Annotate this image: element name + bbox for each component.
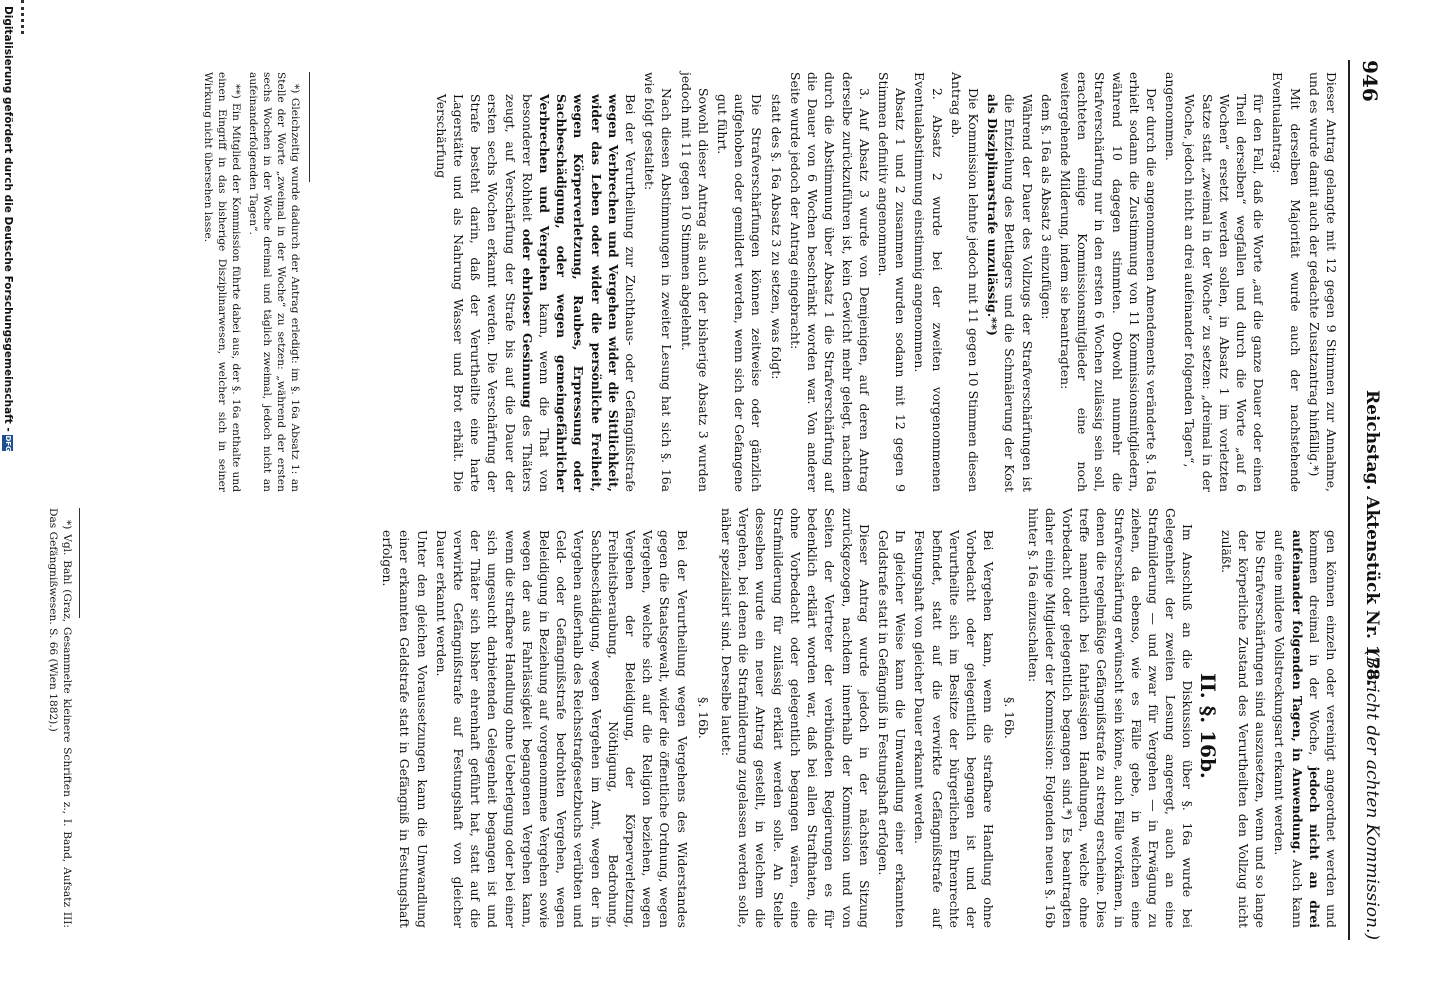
paragraph: 2. Absatz 2 wurde bei der zweiten vorgenommenen Eventualabstimmung einstimmig angenommen. bbox=[912, 72, 945, 492]
page-header bbox=[1348, 60, 1388, 940]
paragraph: Dieser Antrag gelangte mit 12 gegen 9 Stimmen zur Annahme, und es wurde damit auch der gedachte Zusatzantrag hinfällig.*) bbox=[1306, 72, 1339, 492]
law-text-part: Bei der Verurtheilung zur Zuchthaus- oder Gefängnißstrafe bbox=[623, 94, 639, 492]
quoted-amendment: für den Fall, daß die Worte „auf die ganze Dauer oder einen Theil derselben“ wegfallen und durch die Worte „auf 6 Wochen“ ersetzt werden sollen, in Absatz 1 im vorletzten Satze statt „zweimal in der Woche“ zu setzen: „dreimal in der Woche, jedoch nicht an drei aufeinander folgenden Tagen“, bbox=[1182, 94, 1267, 492]
emphasis-text: als Disziplinarstrafe unzulässig.**) bbox=[985, 94, 1001, 336]
law-text: Bei Vergehen kann, wenn die strafbare Handlung ohne Vorbedacht oder gelegentlich begangen ist und der Verurtheilte sich im Besitze der bürgerlichen Ehrenrechte befindet, statt auf die verwirkte Gefängnißstrafe auf Festungshaft von gleicher Dauer erkannt werden. bbox=[912, 530, 997, 928]
law-text bbox=[433, 72, 639, 492]
quoted-amendment: Die Strafverschärfungen können zeitweise oder gänzlich aufgehoben oder gemildert werden, wenn sich der Gefangene gut führt. bbox=[715, 94, 765, 492]
left-footnotes bbox=[198, 72, 302, 492]
law-text-part: gen können einzeln oder vereinigt angeordnet werden und kommen dreimal in der Woche, bbox=[1306, 530, 1339, 928]
paragraph: Dieser Antrag wurde jedoch in der nächsten Sitzung zurückgezogen, nachdem innerhalb der Kommission und von Seiten der Vertreter der verbündeten Regierungen es für bedenklich erklärt worden war, daß bei allen Strafthaten, die ohne Vorbedacht oder gelegentlich begangen wären, eine Strafmilderung für zulässig erklärt werden solle. An Stelle desselben wurde ein neuer Antrag gestellt, in welchem die Vergehen, bei denen die Strafmilderung zugelassen werden solle, näher spezialisirt sind. Derselbe lautet: bbox=[719, 508, 872, 928]
law-text: In gleicher Weise kann die Umwandlung einer erkannten Geldstrafe statt in Gefängniß in Festungshaft erfolgen. bbox=[875, 530, 909, 928]
paragraph: Absatz 1 und 2 zusammen wurden sodann mit 12 gegen 9 Stimmen definitiv angenommen. bbox=[875, 72, 909, 492]
law-text-part: kann, wenn die That von besonderer Rohheit bbox=[519, 94, 553, 492]
law-text-bold: oder ehrloser Gesinnung bbox=[519, 228, 535, 408]
footnote-rule bbox=[79, 508, 80, 618]
digitization-notice bbox=[0, 6, 14, 994]
paragraph: Der durch die angenommenen Amendements veränderte §. 16a erhielt sodann die Zustimmung von 11 Kommissionsmitgliedern, während 10 dagegen stimmten. Obwohl nunmehr die Strafverschärfung nur in den ersten 6 Wochen zulässig sein soll, erachteten einige Kommissionsmitglieder eine noch weitergehende Milderung, indem sie beantragten: bbox=[1057, 72, 1159, 492]
law-text-bold: jedoch nicht an drei aufeinander folgenden Tagen, in Anwendung. bbox=[1289, 530, 1322, 928]
digitization-text: Digitalisierung gefördert durch die Deutsche Forschungsgemeinschaft - bbox=[2, 6, 14, 432]
right-column bbox=[377, 508, 1340, 928]
law-text: Unter den gleichen Voraussetzungen kann die Umwandlung einer erkannten Geldstrafe statt in Gefängniß in Festungshaft erfolgen. bbox=[380, 530, 430, 928]
section-heading: II. §. 16b. bbox=[1195, 673, 1220, 779]
footnote: **) Ein Mitglied der Kommission führte dabei aus, der §. 16a enthalte und einen Eingriff in das bisherige Disziplinarwesen, welcher sich in seiner Wirkung nicht übersehen lasse. bbox=[202, 72, 242, 492]
law-text-bold: wegen Verbrechen und Vergehen wider die Sittlichkeit, wider das Leben oder wider die persönliche Freiheit, wegen Körperverletzung, Raubes, Erpressung oder Sachbeschädigung, oder wegen gemeingefährlicher Verbrechen und Vergehen bbox=[537, 94, 621, 492]
footnote-rule bbox=[309, 72, 310, 182]
paragraph: Im Anschluß an die Diskussion über §. 16a wurde bei Gelegenheit der zweiten Lesung angeregt, auch an eine Strafmilderung — und zwar für Vergehen — in Erwägung zu ziehen, da ebenso, wie es Fälle gebe, in welchen eine Strafverschärfung erwünscht sein könne, auch Fälle vorkämen, in denen die regelmäßige Gefängnißstrafe zu streng erscheine. Dies treffe namentlich bei fahrlässigen Handlungen, welche ohne Vorbedacht oder gelegentlich begangen sind.*) Es beantragten daher einige Mitglieder der Kommission: Folgenden neuen §. 16b hinter §. 16a einzuschalten: bbox=[1025, 508, 1196, 928]
header-rule bbox=[1348, 60, 1350, 940]
law-text-part: Auch kann auf eine mildere Vollstreckungsart erkannt werden. bbox=[1272, 530, 1305, 928]
paragraph: angenommen. bbox=[1163, 72, 1179, 161]
paragraph: 3. Auf Absatz 3 wurde von Demjenigen, auf deren Antrag derselbe zurückzuführen ist, kein Gewicht mehr gelegt, nachdem durch die Abstimmung über Absatz 1 die Strafverschärfung auf die Dauer von 6 Wochen beschränkt worden war. Von anderer Seite wurde jedoch der Antrag eingebracht: bbox=[787, 72, 872, 492]
scan-edge-mark bbox=[17, 0, 24, 34]
paragraph: Sowohl dieser Antrag als auch der bisherige Absatz 3 wurden jedoch mit 11 gegen 10 Stimmen abgelehnt. bbox=[678, 72, 711, 492]
right-footnotes bbox=[43, 508, 74, 928]
paragraph: Die Kommission lehnte jedoch mit 11 gegen 10 Stimmen diesen Antrag ab. bbox=[948, 72, 981, 492]
law-text-part: des Thäters zeugt, auf Verschärfung der Strafe bis auf die Dauer der ersten sechs Wochen erkannt werden. Die Verschärfung der Strafe besteht darin, daß der Verurtheilte eine harte Lagerstätte und als Nahrung Wasser und Brot erhält. Die Verschärfung bbox=[433, 94, 535, 492]
quoted-amendment: statt des §. 16a Absatz 3 zu setzen, was folgt: bbox=[768, 94, 784, 380]
left-column bbox=[431, 72, 1340, 492]
issue-title: Reichstag. Aktenstück Nr. 178. bbox=[1362, 390, 1382, 687]
quoted-amendment: dem §. 16a als Absatz 3 einzufügen: bbox=[1038, 94, 1054, 320]
law-text: Die Strafverschärfungen sind auszusetzen, wenn und so lange der körperliche Zustand des Verurtheilten den Vollzug nicht zuläßt. bbox=[1218, 530, 1269, 928]
footnote: *) Gleichzeitig wurde dadurch der Antrag erledigt: im §. 16a Absatz 1: an Stelle der Worte „zweimal in der Woche“ zu setzen: „während der ersten sechs Wochen in der Woche dreimal und täglich zweimal, jedoch nicht an aufeinanderfolgenden Tagen“. bbox=[247, 72, 301, 492]
footnote: *) Vgl. Bahl (Graz, Gesammelte kleinere Schriften z., I. Band, Aufsatz III: Das Gefängnißwesen. S. 66 (Wien 1882).) bbox=[47, 508, 73, 928]
quoted-text: Während der Dauer des Vollzugs der Strafverschärfungen ist die Entziehung des Bettlagers und die Schmälerung der Kost bbox=[1002, 94, 1035, 492]
page-number: 946 bbox=[1358, 60, 1382, 102]
law-text bbox=[1271, 508, 1340, 928]
paragraph-heading: §. 16b. bbox=[1002, 697, 1018, 739]
report-title: (Bericht der achten Kommission.) bbox=[1362, 649, 1382, 940]
paragraph-heading: §. 16b. bbox=[695, 697, 711, 739]
paragraph: Mit derselben Majorität wurde auch der nachstehende Eventualantrag: bbox=[1270, 72, 1303, 492]
paragraph: Nach diesen Abstimmungen in zweiter Lesung hat sich §. 16a wie folgt gestaltet: bbox=[642, 72, 675, 492]
dfg-logo-icon: DFG bbox=[4, 435, 13, 452]
law-text: Bei der Verurtheilung wegen Vergehens des Widerstandes gegen die Staatsgewalt, wider die öffentliche Ordnung, wegen Vergehen, welche sich auf die Religion beziehen, wegen Vergehen der Beleidigung, der Körperverletzung, Freiheitsberaubung, Nöthigung, Bedrohung, Sachbeschädigung, wegen Vergehen im Amt, wegen der in Vergehen außerhalb des Reichsstrafgesetzbuchs verübten und Geld- oder Gefängnißstrafe bedrohten Vergehen, wegen Beleidigung in Beziehung auf vorgenommene Vergehen sowie wegen der aus Fahrlässigkeit begangenen Vergehen kann, wenn die strafbare Handlung ohne Ueberlegung oder bei einer sich ungesucht darbietenden Gelegenheit begangen ist und der Thäter sich bisher ehrenhaft geführt hat, statt auf die verwirkte Gefängnißstrafe auf Festungshaft von gleicher Dauer erkannt werden. bbox=[433, 530, 690, 928]
quoted-amendment bbox=[984, 72, 1036, 492]
